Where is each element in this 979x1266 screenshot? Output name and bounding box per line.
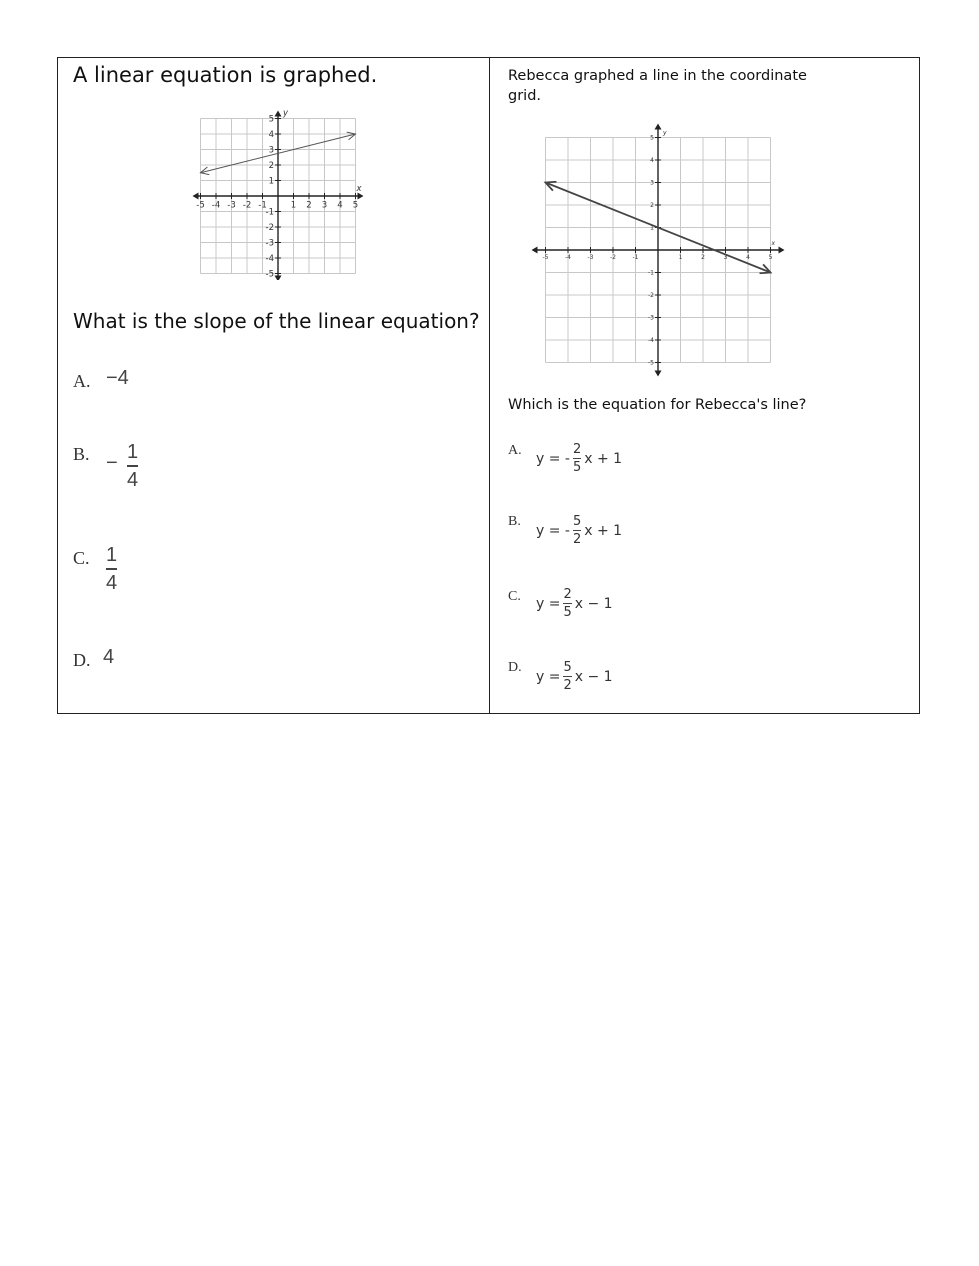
fraction-bar xyxy=(106,568,117,570)
equation-lhs: y = xyxy=(536,595,561,612)
y-tick-label: -3 xyxy=(265,238,274,249)
x-tick-label: -2 xyxy=(242,200,252,211)
q1-choice-d-value: 4 xyxy=(103,646,115,668)
x-tick-label: 5 xyxy=(352,200,359,211)
numerator: 5 xyxy=(563,660,572,675)
q1-choice-b-sign: − xyxy=(106,452,118,474)
y-tick-label: -1 xyxy=(265,207,274,218)
fraction-bar xyxy=(127,465,138,467)
column-divider xyxy=(489,57,490,714)
y-tick-label: -2 xyxy=(265,222,274,233)
equation-lhs: y = - xyxy=(536,450,570,467)
q2-choice-a-equation xyxy=(536,443,622,474)
y-tick-label: 1 xyxy=(268,176,274,187)
denominator: 2 xyxy=(572,532,582,547)
x-tick-label: -3 xyxy=(227,200,236,211)
x-tick-label: -3 xyxy=(587,254,594,261)
y-tick-label: 3 xyxy=(650,179,654,187)
x-tick-label: -2 xyxy=(610,254,616,261)
q2-graph xyxy=(528,123,790,381)
x-tick-label: 2 xyxy=(306,200,312,211)
x-tick-label: 3 xyxy=(321,200,328,211)
y-tick-label: 2 xyxy=(650,202,654,210)
equation-fraction xyxy=(563,588,571,619)
q2-title: Rebecca graphed a line in the coordinate grid. xyxy=(508,68,807,104)
denominator: 5 xyxy=(572,460,582,475)
equation-fraction xyxy=(573,443,581,474)
x-axis-label: x xyxy=(771,240,776,247)
q2-choice-d-equation xyxy=(536,661,613,692)
q2-choice-b-equation xyxy=(536,515,622,546)
y-tick-label: -3 xyxy=(648,314,654,322)
x-axis-arrow-right xyxy=(779,247,785,254)
equation-fraction xyxy=(573,515,581,546)
x-tick-label: 4 xyxy=(337,200,343,211)
x-axis-label: x xyxy=(356,184,362,194)
y-axis-arrow-up xyxy=(655,124,662,130)
q1-choice-d-letter[interactable]: D. xyxy=(73,650,91,670)
x-tick-label: -5 xyxy=(196,200,205,211)
y-axis-label: y xyxy=(663,129,667,137)
q1-title: A linear equation is graphed. xyxy=(73,63,378,87)
equation-lhs: y = - xyxy=(536,522,570,539)
x-tick-label: -4 xyxy=(565,254,571,261)
q2-choice-d-letter[interactable]: D. xyxy=(508,660,522,675)
q2-choice-c-letter[interactable]: C. xyxy=(508,589,521,604)
equation-rhs: x − 1 xyxy=(574,595,613,612)
x-tick-label: -1 xyxy=(632,254,639,261)
y-tick-label: -2 xyxy=(648,292,654,300)
fraction-bar xyxy=(563,676,571,677)
y-tick-label: 3 xyxy=(268,145,274,156)
x-tick-label: -5 xyxy=(542,254,549,261)
fraction-bar xyxy=(573,530,581,531)
q1-choice-b-fraction xyxy=(127,442,138,490)
equation-lhs: y = xyxy=(536,668,561,685)
x-tick-label: 1 xyxy=(290,200,297,211)
y-tick-label: 2 xyxy=(268,160,274,171)
q1-prompt: What is the slope of the linear equation? xyxy=(73,309,480,333)
y-axis-arrow-down xyxy=(655,371,662,377)
equation-rhs: x − 1 xyxy=(574,668,613,685)
q2-prompt: Which is the equation for Rebecca's line? xyxy=(508,397,807,413)
fraction-bar xyxy=(563,603,571,604)
x-tick-label: 5 xyxy=(768,254,773,261)
x-tick-label: -4 xyxy=(211,200,221,211)
x-tick-label: -1 xyxy=(258,200,267,211)
x-tick-label: 3 xyxy=(723,254,728,261)
x-tick-label: 4 xyxy=(746,254,750,261)
q2-choice-a-letter[interactable]: A. xyxy=(508,443,522,458)
q1-choice-c-letter[interactable]: C. xyxy=(73,548,90,568)
q1-choice-b-letter[interactable]: B. xyxy=(73,444,90,464)
q1-choice-a-value: −4 xyxy=(106,367,129,389)
y-tick-label: -4 xyxy=(265,253,274,264)
equation-rhs: x + 1 xyxy=(584,450,623,467)
y-axis-arrow-up xyxy=(275,111,282,117)
y-tick-label: 4 xyxy=(650,157,654,165)
numerator: 2 xyxy=(572,442,582,457)
equation-fraction xyxy=(563,661,571,692)
x-tick-label: 2 xyxy=(701,254,705,261)
q2-choice-c-equation xyxy=(536,588,613,619)
y-tick-label: 1 xyxy=(650,224,654,232)
x-tick-label: 1 xyxy=(678,254,683,261)
q1-choice-c-fraction xyxy=(106,545,117,593)
denominator: 5 xyxy=(563,605,572,620)
x-axis-arrow-left xyxy=(193,193,199,200)
denominator: 2 xyxy=(563,678,572,693)
q2-choice-b-letter[interactable]: B. xyxy=(508,514,521,529)
equation-rhs: x + 1 xyxy=(584,522,623,539)
q1-choice-a-letter[interactable]: A. xyxy=(73,371,91,391)
q1-choice-c-denominator: 4 xyxy=(106,571,118,594)
q1-graph xyxy=(190,110,365,280)
fraction-bar xyxy=(573,458,581,459)
y-tick-label: -5 xyxy=(265,269,274,280)
y-tick-label: -1 xyxy=(648,269,654,277)
x-axis-arrow-left xyxy=(532,247,538,254)
y-tick-label: -5 xyxy=(648,359,654,367)
y-tick-label: 5 xyxy=(268,114,274,125)
numerator: 2 xyxy=(563,587,572,602)
y-tick-label: -4 xyxy=(648,337,654,345)
q1-choice-b-denominator: 4 xyxy=(127,468,139,491)
y-tick-label: 4 xyxy=(268,129,274,140)
y-tick-label: 5 xyxy=(650,134,654,142)
numerator: 5 xyxy=(572,514,582,529)
y-axis-label: y xyxy=(283,110,289,119)
q1-choice-c-numerator: 1 xyxy=(106,544,118,566)
y-axis-arrow-down xyxy=(275,276,282,281)
q1-choice-b-numerator: 1 xyxy=(127,441,139,463)
